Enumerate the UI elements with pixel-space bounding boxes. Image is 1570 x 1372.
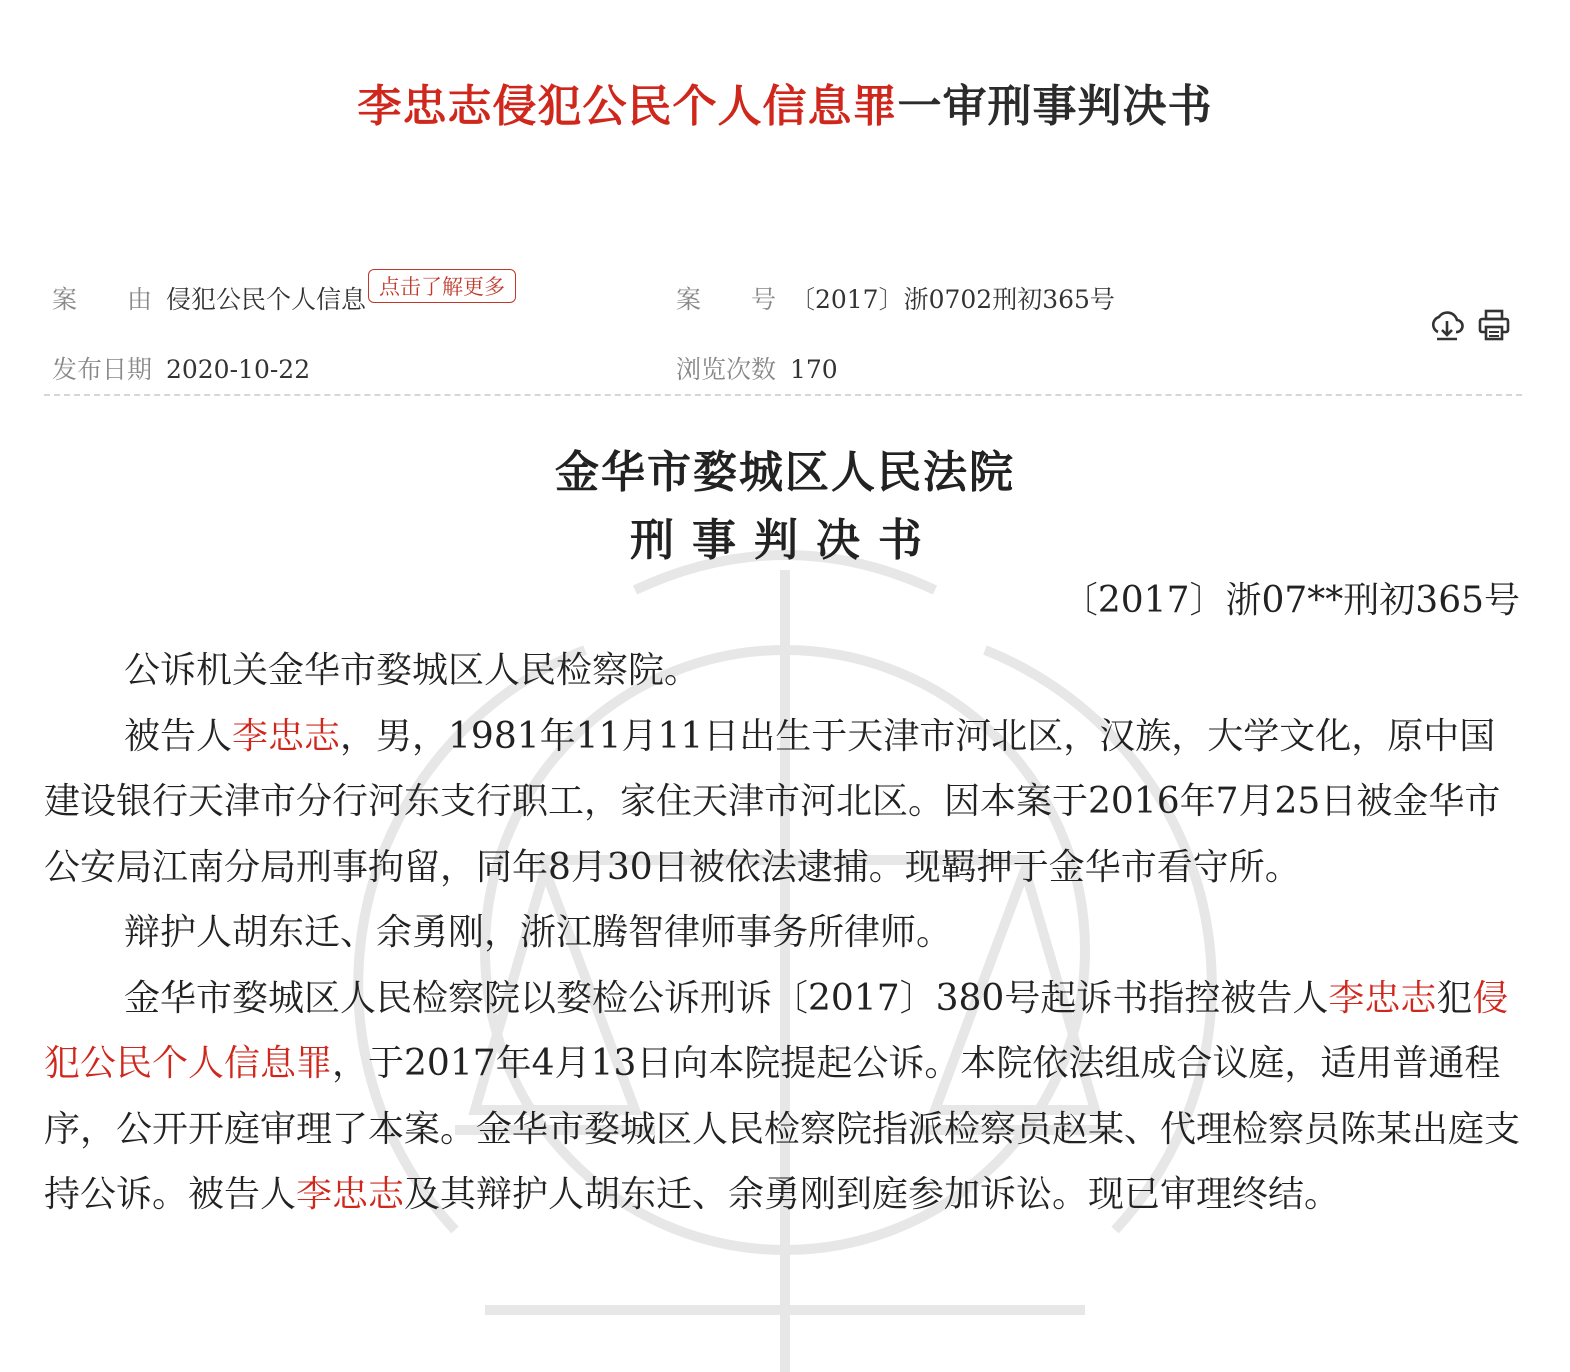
toolbar: [1430, 308, 1519, 346]
document-type: 刑事判决书: [630, 515, 940, 566]
court-name: 金华市婺城区人民法院: [555, 447, 1015, 498]
case-no-label: 案 号: [676, 285, 777, 314]
publish-row: [52, 350, 310, 386]
charge-link[interactable]: 侵犯公民个人信息罪: [44, 977, 1509, 1084]
paragraph-defendant: [44, 704, 1524, 901]
p4-a: 金华市婺城区人民检察院以婺检公诉刑诉〔2017〕380号起诉书指控被告人: [124, 977, 1329, 1019]
p4-c: 犯: [1436, 977, 1473, 1019]
paragraph-proceedings: [44, 966, 1524, 1228]
cause-row: [52, 275, 516, 317]
p2-a: 被告人: [124, 715, 233, 757]
p4-e: ，于2017年4月13日向本院提起公诉。本院依法组成合议庭，适用普通程序，公开开庭审理了本案。金华市婺城区人民检察院指派检察员赵某、代理检察员陈某出庭支持公诉。被告人: [44, 1043, 1521, 1215]
views-label: 浏览次数: [676, 355, 777, 384]
title-highlight: 李忠志侵犯公民个人信息罪: [357, 81, 898, 132]
learn-more-button[interactable]: 点击了解更多: [368, 269, 516, 303]
cause-label: 案 由: [52, 285, 153, 314]
publish-date-label: 发布日期: [52, 355, 153, 384]
defendant-name-link[interactable]: 李忠志: [232, 715, 341, 757]
print-icon[interactable]: [1477, 308, 1511, 342]
page-title: [0, 70, 1570, 134]
document-case-number: 〔2017〕浙07**刑初365号: [1061, 580, 1520, 621]
defendant-name-link[interactable]: 李忠志: [1328, 977, 1437, 1019]
title-rest: 一审刑事判决书: [897, 81, 1213, 132]
views-row: [676, 350, 838, 386]
download-icon[interactable]: [1430, 308, 1464, 342]
cause-value: 侵犯公民个人信息: [165, 285, 366, 314]
case-no-row: [676, 280, 1115, 316]
divider: [44, 394, 1522, 396]
document-body: [44, 638, 1524, 1228]
views-value: 170: [789, 355, 838, 384]
publish-date-value: 2020-10-22: [165, 355, 311, 384]
defendant-name-link[interactable]: 李忠志: [296, 1174, 405, 1215]
paragraph-prosecutor: 公诉机关金华市婺城区人民检察院。: [124, 650, 701, 691]
paragraph-defense: 辩护人胡东迁、余勇刚，浙江腾智律师事务所律师。: [124, 912, 953, 953]
p2-c: ，男，1981年11月11日出生于天津市河北区，汉族，大学文化，原中国建设银行天津市分行河东支行职工，家住天津市河北区。因本案于2016年7月25日被金华市公安局江南分局刑事拘留，同年8月30日被依法逮捕。现羁押于金华市看守所。: [44, 715, 1501, 888]
case-no-value: 〔2017〕浙0702刑初365号: [789, 285, 1115, 314]
p4-g: 及其辩护人胡东迁、余勇刚到庭参加诉讼。现已审理终结。: [404, 1174, 1341, 1215]
